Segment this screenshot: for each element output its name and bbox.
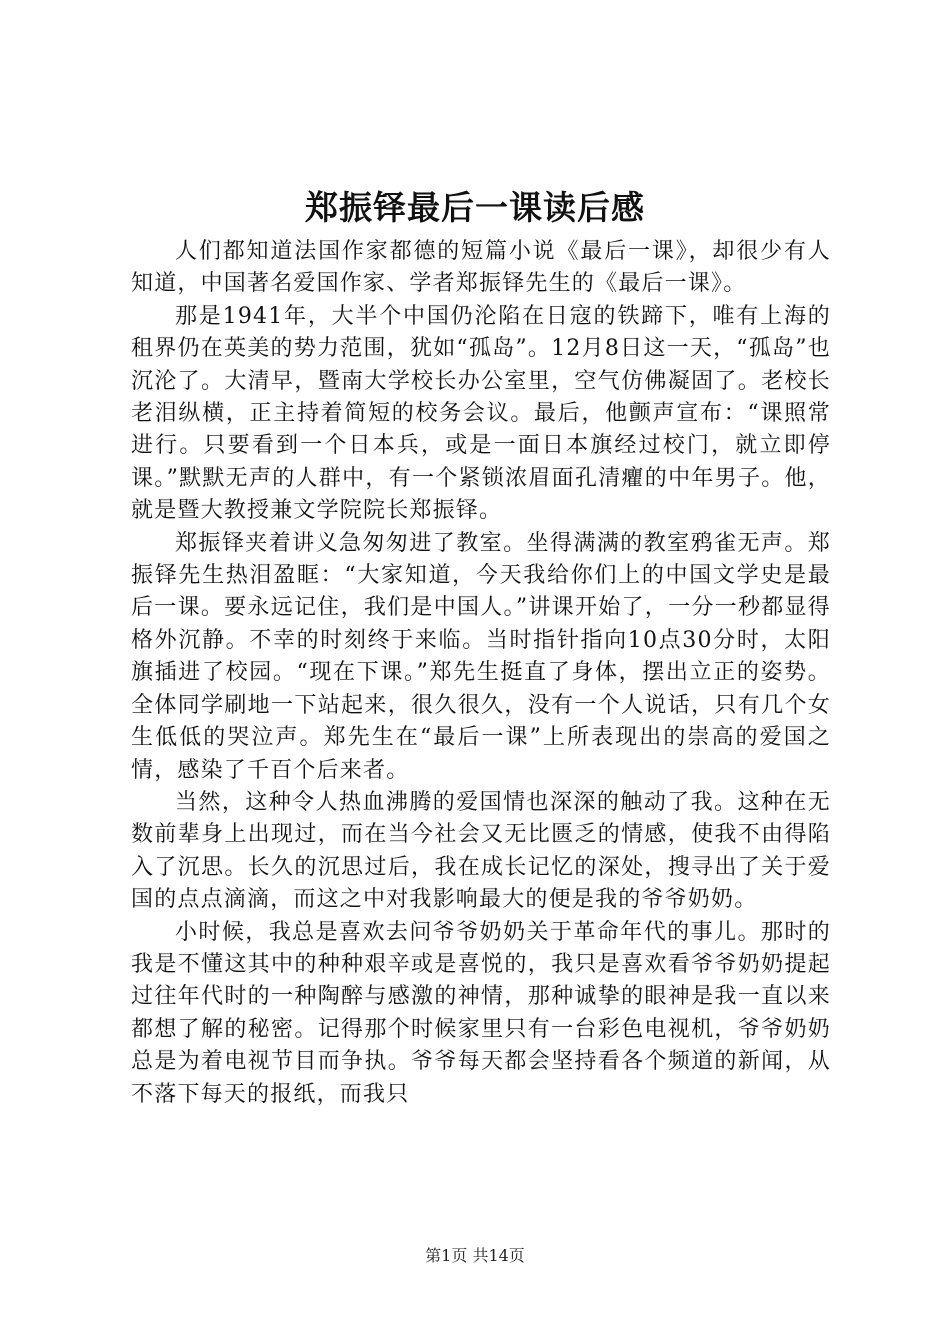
document-body: [131, 236, 831, 1111]
paragraph: 郑振铎夹着讲义急匆匆进了教室。坐得满满的教室鸦雀无声。郑振铎先生热泪盈眶：“大家知道，今天我给你们上的中国文学史是最后一课。要永远记住，我们是中国人。”讲课开始了，一分一秒都显得格外沉静。不幸的时刻终于来临。当时指针指向10点30分时，太阳旗插进了校园。“现在下课。”郑先生挺直了身体，摆出立正的姿势。全体同学刷地一下站起来，很久很久，没有一个人说话，只有几个女生低低的哭泣声。郑先生在“最后一课”上所表现出的崇高的爱国之情，感染了千百个后来者。: [131, 530, 831, 783]
paragraph: 当然，这种令人热血沸腾的爱国情也深深的触动了我。这种在无数前辈身上出现过，而在当今社会又无比匮乏的情感，使我不由得陷入了沉思。长久的沉思过后，我在成长记忆的深处，搜寻出了关于爱国的点点滴滴，而这之中对我影响最大的便是我的爷爷奶奶。: [131, 789, 831, 913]
paragraph: 那是1941年，大半个中国仍沦陷在日寇的铁蹄下，唯有上海的租界仍在英美的势力范围，犹如“孤岛”。12月8日这一天，“孤岛”也沉沦了。大清早，暨南大学校长办公室里，空气仿佛凝固了。老校长老泪纵横，正主持着简短的校务会议。最后，他颤声宣布：“课照常进行。只要看到一个日本兵，或是一面日本旗经过校门，就立即停课。”默默无声的人群中，有一个紧锁浓眉面孔清癯的中年男子。他，就是暨大教授兼文学院院长郑振铎。: [131, 303, 831, 524]
page-number-footer: 第1页 共14页: [425, 1246, 525, 1265]
paragraph: 小时候，我总是喜欢去问爷爷奶奶关于革命年代的事儿。那时的我是不懂这其中的种种艰辛或是喜悦的，我只是喜欢看爷爷奶奶提起过往年代时的一种陶醉与感激的神情，那种诚挚的眼神是我一直以来都想了解的秘密。记得那个时候家里只有一台彩色电视机，爷爷奶奶总是为着电视节目而争执。爷爷每天都会坚持看各个频道的新闻，从不落下每天的报纸，而我只: [131, 919, 831, 1107]
paragraph: 人们都知道法国作家都德的短篇小说《最后一课》，却很少有人知道，中国著名爱国作家、学者郑振铎先生的《最后一课》。: [131, 239, 831, 297]
document-title: 郑振铎最后一课读后感: [305, 188, 645, 227]
